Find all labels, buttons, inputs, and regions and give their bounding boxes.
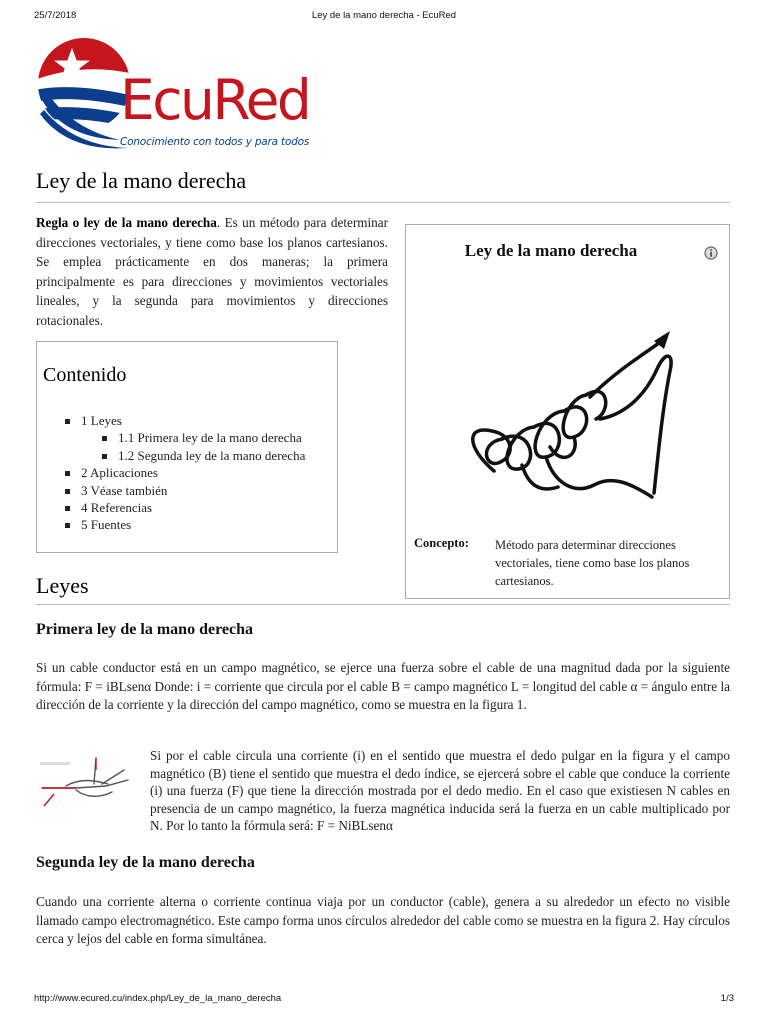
toc-link[interactable]: 1.1 Primera ley de la mano derecha bbox=[118, 430, 302, 446]
section-divider bbox=[36, 604, 730, 605]
bullet-icon bbox=[102, 436, 107, 441]
bullet-icon bbox=[65, 506, 70, 511]
bullet-icon bbox=[65, 489, 70, 494]
brand-slogan: Conocimiento con todos y para todos bbox=[120, 136, 310, 148]
print-url: http://www.ecured.cu/index.php/Ley_de_la_mano_derecha bbox=[34, 993, 282, 1004]
toc-item-primera-ley[interactable] bbox=[102, 429, 335, 446]
print-date: 25/7/2018 bbox=[34, 10, 77, 21]
infobox-concept-label: Concepto: bbox=[414, 536, 469, 550]
section-primera-ley-heading: Primera ley de la mano derecha bbox=[36, 621, 253, 638]
page-counter: 1/3 bbox=[720, 993, 734, 1004]
info-icon[interactable] bbox=[704, 246, 718, 265]
toc-link[interactable]: 1.2 Segunda ley de la mano derecha bbox=[118, 447, 306, 463]
toc-item-segunda-ley[interactable] bbox=[102, 447, 335, 464]
toc-link[interactable]: 4 Referencias bbox=[81, 500, 153, 516]
toc-link[interactable]: 2 Aplicaciones bbox=[81, 465, 158, 481]
print-title: Ley de la mano derecha - EcuRed bbox=[311, 10, 457, 21]
toc-item-aplicaciones[interactable] bbox=[65, 464, 335, 481]
toc-link[interactable]: 3 Véase también bbox=[81, 482, 168, 498]
toc-title: Contenido bbox=[43, 364, 127, 386]
segunda-ley-paragraph: Cuando una corriente alterna o corriente continua viaja por un conductor (cable), genera a su alrededor un efecto no visible llamado campo electromagnético. Este campo forma unos círculos alrededor del cable como se muestra en la figura 2. Hay círculos cerca y lejos del cable en forma simultánea. bbox=[36, 894, 730, 947]
page-title: Ley de la mano derecha bbox=[36, 168, 247, 193]
bullet-icon bbox=[102, 454, 107, 459]
title-divider bbox=[36, 202, 730, 203]
ecured-logo[interactable] bbox=[34, 34, 334, 156]
infobox-concept-value: Método para determinar direcciones vectoriales, tiene como base los planos cartesianos. bbox=[495, 538, 690, 588]
toc-item-leyes[interactable] bbox=[65, 412, 335, 429]
hand-figure-image bbox=[36, 750, 136, 810]
print-footer bbox=[0, 993, 768, 1007]
toc-item-referencias[interactable] bbox=[65, 499, 335, 516]
table-of-contents bbox=[36, 341, 338, 553]
intro-bold-term: Regla o ley de la mano derecha bbox=[36, 215, 217, 230]
right-hand-rule-drawing bbox=[462, 307, 682, 517]
toc-list bbox=[65, 412, 335, 534]
infobox bbox=[405, 224, 730, 599]
toc-item-fuentes[interactable] bbox=[65, 516, 335, 533]
intro-paragraph bbox=[36, 213, 388, 331]
print-header bbox=[0, 10, 768, 24]
primera-ley-paragraph: Si un cable conductor está en un campo magnético, se ejerce una fuerza sobre el cable de una magnitud dada por la siguiente fórmula: F = iBLsenα Donde: i = corriente que circula por el cable B = campo magnético L = longitud del cable α = ángulo entre la dirección de la corriente y la dirección del campo magnético, como se muestra en la figura 1. bbox=[36, 660, 730, 713]
section-segunda-ley-heading: Segunda ley de la mano derecha bbox=[36, 854, 255, 871]
infobox-title: Ley de la mano derecha bbox=[464, 241, 638, 260]
toc-link[interactable]: 5 Fuentes bbox=[81, 517, 132, 533]
section-leyes-heading: Leyes bbox=[36, 573, 89, 598]
bullet-icon bbox=[65, 419, 70, 424]
bullet-icon bbox=[65, 471, 70, 476]
toc-link[interactable]: 1 Leyes bbox=[81, 413, 122, 428]
bullet-icon bbox=[65, 523, 70, 528]
primera-ley-figure-paragraph: Si por el cable circula una corriente (i) en el sentido que muestra el dedo pulgar en la figura y el campo magnético (B) tiene el sentido que muestra el dedo índice, se ejercerá sobre el cable que conduce la corriente (i) una fuerza (F) que tiene la dirección mostrada por el dedo medio. En el caso que existiesen N cables en presencia de un campo magnético, la fuerza magnética inducida será la fuerza en un cable multiplicado por N. Por lo tanto la fórmula será: F = NiBLsenα bbox=[150, 748, 730, 834]
cuban-flag-icon bbox=[34, 34, 134, 156]
intro-text: . Es un método para determinar direcciones vectoriales, y tiene como base los planos cartesianos. Se emplea prácticamente en dos maneras; la primera principalmente es para direcciones y movimientos vectoriales lineales, y la segunda para movimientos y direcciones rotacionales. bbox=[36, 215, 388, 328]
brand-wordmark: EcuRed bbox=[120, 68, 310, 132]
toc-item-vease-tambien[interactable] bbox=[65, 482, 335, 499]
